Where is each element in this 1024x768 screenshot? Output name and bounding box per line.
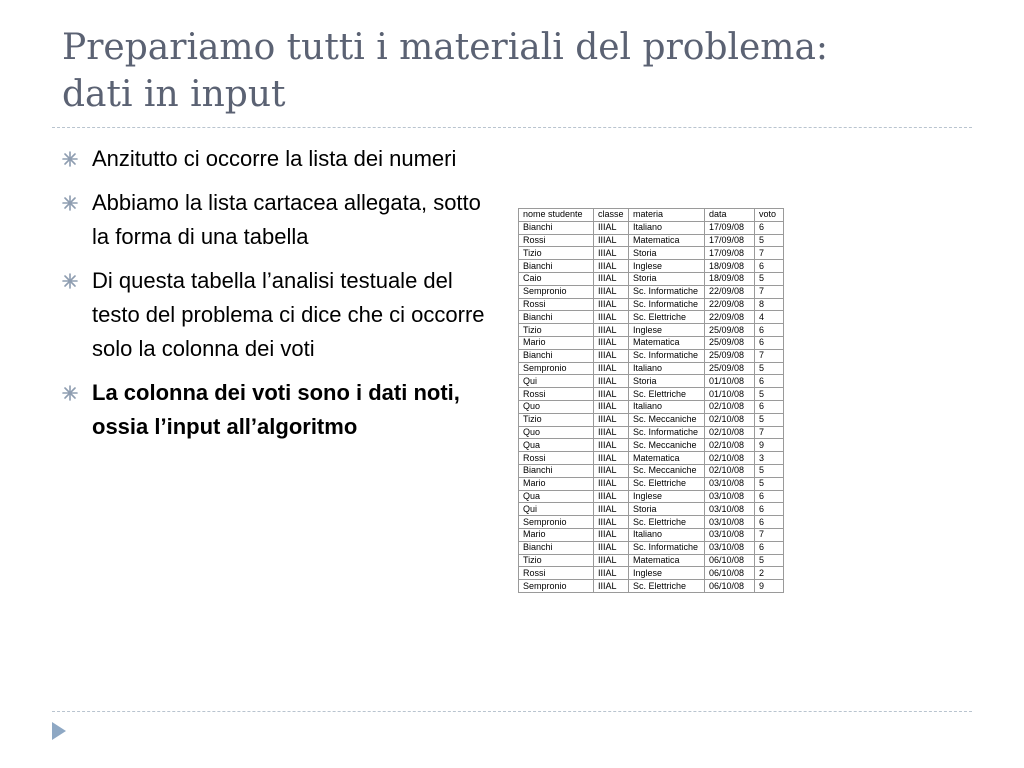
table-cell: Mario (519, 336, 594, 349)
table-cell: 9 (755, 439, 784, 452)
table-cell: Sempronio (519, 580, 594, 593)
table-cell: IIIAL (594, 234, 629, 247)
table-row (519, 260, 784, 273)
table-cell: IIIAL (594, 362, 629, 375)
top-divider (52, 127, 972, 128)
table-cell: 01/10/08 (705, 388, 755, 401)
table-cell: IIIAL (594, 247, 629, 260)
table-cell: IIIAL (594, 464, 629, 477)
table-cell: IIIAL (594, 426, 629, 439)
table-cell: 5 (755, 272, 784, 285)
table-cell: Qui (519, 375, 594, 388)
table-cell: 6 (755, 336, 784, 349)
table-row (519, 285, 784, 298)
table-cell: 17/09/08 (705, 247, 755, 260)
table-cell: IIIAL (594, 311, 629, 324)
bullet-text: Anzitutto ci occorre la lista dei numeri (92, 146, 457, 171)
table-cell: 03/10/08 (705, 477, 755, 490)
table-cell: IIIAL (594, 439, 629, 452)
table-cell: IIIAL (594, 413, 629, 426)
table-cell: 3 (755, 452, 784, 465)
table-cell: 03/10/08 (705, 541, 755, 554)
table-cell: Inglese (629, 567, 705, 580)
table-cell: 03/10/08 (705, 490, 755, 503)
table-cell: 02/10/08 (705, 400, 755, 413)
snowflake-bullet-icon (62, 385, 78, 401)
table-row (519, 503, 784, 516)
table-cell: Matematica (629, 452, 705, 465)
bottom-divider (52, 711, 972, 712)
table-cell: 17/09/08 (705, 221, 755, 234)
table-cell: Sc. Elettriche (629, 516, 705, 529)
table-cell: IIIAL (594, 298, 629, 311)
table-cell: Rossi (519, 298, 594, 311)
table-cell: 7 (755, 528, 784, 541)
table-cell: 18/09/08 (705, 260, 755, 273)
bullet-item (62, 264, 502, 366)
table-cell: 6 (755, 221, 784, 234)
table-cell: 7 (755, 247, 784, 260)
table-cell: 18/09/08 (705, 272, 755, 285)
table-cell: 03/10/08 (705, 528, 755, 541)
table-cell: Quo (519, 426, 594, 439)
table-cell: 5 (755, 554, 784, 567)
table-cell: 6 (755, 375, 784, 388)
table-cell: 03/10/08 (705, 516, 755, 529)
snowflake-bullet-icon (62, 151, 78, 167)
table-cell: 02/10/08 (705, 439, 755, 452)
table-row (519, 336, 784, 349)
table-cell: Qua (519, 439, 594, 452)
column-header: voto (755, 209, 784, 222)
table-cell: Sc. Elettriche (629, 311, 705, 324)
table-cell: 25/09/08 (705, 349, 755, 362)
table-cell: 02/10/08 (705, 426, 755, 439)
table-cell: Sc. Informatiche (629, 285, 705, 298)
table-cell: Tizio (519, 413, 594, 426)
table-cell: Qui (519, 503, 594, 516)
table-cell: Storia (629, 247, 705, 260)
table-cell: IIIAL (594, 554, 629, 567)
table-row (519, 413, 784, 426)
bullet-item (62, 186, 502, 254)
column-header: classe (594, 209, 629, 222)
table-cell: Sc. Informatiche (629, 349, 705, 362)
table-cell: Sc. Elettriche (629, 477, 705, 490)
bullet-text: Abbiamo la lista cartacea allegata, sotto la forma di una tabella (92, 190, 481, 249)
table-cell: IIIAL (594, 349, 629, 362)
table-cell: Matematica (629, 336, 705, 349)
table-row (519, 567, 784, 580)
table-row (519, 375, 784, 388)
table-cell: IIIAL (594, 528, 629, 541)
table-cell: Rossi (519, 388, 594, 401)
table-cell: Sempronio (519, 516, 594, 529)
table-cell: Caio (519, 272, 594, 285)
bullet-list (62, 142, 502, 454)
table-cell: Italiano (629, 528, 705, 541)
table-cell: Sc. Meccaniche (629, 439, 705, 452)
table-cell: 6 (755, 490, 784, 503)
table-row (519, 324, 784, 337)
table-cell: Sc. Informatiche (629, 426, 705, 439)
table-row (519, 541, 784, 554)
table-cell: Inglese (629, 490, 705, 503)
table-cell: Mario (519, 477, 594, 490)
table-cell: Sempronio (519, 285, 594, 298)
table-cell: Rossi (519, 452, 594, 465)
table-row (519, 234, 784, 247)
table-cell: IIIAL (594, 477, 629, 490)
slide-title-line-2: dati in input (62, 74, 286, 115)
table-cell: Bianchi (519, 349, 594, 362)
table-row (519, 221, 784, 234)
table-cell: IIIAL (594, 221, 629, 234)
table-cell: 5 (755, 464, 784, 477)
table-cell: Bianchi (519, 311, 594, 324)
table-row (519, 452, 784, 465)
table-cell: 02/10/08 (705, 413, 755, 426)
table-cell: Storia (629, 375, 705, 388)
table-cell: Sc. Meccaniche (629, 413, 705, 426)
bullet-text: La colonna dei voti sono i dati noti, ossia l’input all’algoritmo (92, 380, 460, 439)
table-cell: IIIAL (594, 285, 629, 298)
table-cell: 5 (755, 362, 784, 375)
table-cell: Bianchi (519, 221, 594, 234)
table-cell: Sc. Elettriche (629, 580, 705, 593)
table-cell: IIIAL (594, 375, 629, 388)
snowflake-bullet-icon (62, 273, 78, 289)
bullet-text: Di questa tabella l’analisi testuale del testo del problema ci dice che ci occorre solo la colonna dei voti (92, 268, 485, 361)
column-header: data (705, 209, 755, 222)
table-row (519, 477, 784, 490)
table-row (519, 362, 784, 375)
table-cell: Tizio (519, 554, 594, 567)
table-cell: 6 (755, 400, 784, 413)
table-cell: 5 (755, 413, 784, 426)
table-row (519, 349, 784, 362)
table-cell: 06/10/08 (705, 567, 755, 580)
table-cell: IIIAL (594, 541, 629, 554)
table-cell: Quo (519, 400, 594, 413)
table-row (519, 426, 784, 439)
table-cell: IIIAL (594, 580, 629, 593)
table-row (519, 464, 784, 477)
table-cell: 02/10/08 (705, 464, 755, 477)
table-cell: Rossi (519, 567, 594, 580)
table-cell: 7 (755, 426, 784, 439)
table-cell: Inglese (629, 324, 705, 337)
table-cell: Italiano (629, 221, 705, 234)
table-cell: Bianchi (519, 260, 594, 273)
table-row (519, 516, 784, 529)
table-cell: IIIAL (594, 260, 629, 273)
bullet-item-highlighted (62, 376, 502, 444)
table-row (519, 580, 784, 593)
table-cell: Storia (629, 503, 705, 516)
table-row (519, 298, 784, 311)
table-cell: IIIAL (594, 490, 629, 503)
table-cell: IIIAL (594, 452, 629, 465)
table-row (519, 247, 784, 260)
table-cell: 22/09/08 (705, 311, 755, 324)
table-cell: 06/10/08 (705, 580, 755, 593)
column-header: materia (629, 209, 705, 222)
table-cell: 6 (755, 516, 784, 529)
table-cell: 25/09/08 (705, 324, 755, 337)
table-cell: 17/09/08 (705, 234, 755, 247)
table-cell: Mario (519, 528, 594, 541)
table-cell: IIIAL (594, 567, 629, 580)
table-cell: 01/10/08 (705, 375, 755, 388)
grades-table (518, 208, 784, 593)
table-cell: 25/09/08 (705, 336, 755, 349)
table-cell: Matematica (629, 234, 705, 247)
snowflake-bullet-icon (62, 195, 78, 211)
column-header: nome studente (519, 209, 594, 222)
table-cell: Italiano (629, 362, 705, 375)
table-cell: 6 (755, 324, 784, 337)
table-cell: Tizio (519, 247, 594, 260)
table-cell: 22/09/08 (705, 285, 755, 298)
table-header-row (519, 209, 784, 222)
table-cell: 7 (755, 349, 784, 362)
table-cell: 9 (755, 580, 784, 593)
table-cell: Sempronio (519, 362, 594, 375)
table-cell: 5 (755, 234, 784, 247)
table-cell: IIIAL (594, 516, 629, 529)
table-cell: 02/10/08 (705, 452, 755, 465)
table-cell: Bianchi (519, 464, 594, 477)
table-cell: 8 (755, 298, 784, 311)
table-cell: Italiano (629, 400, 705, 413)
table-cell: Rossi (519, 234, 594, 247)
table-cell: IIIAL (594, 503, 629, 516)
table-cell: 22/09/08 (705, 298, 755, 311)
table-cell: Sc. Informatiche (629, 541, 705, 554)
table-cell: IIIAL (594, 388, 629, 401)
table-row (519, 311, 784, 324)
table-row (519, 439, 784, 452)
table-cell: 2 (755, 567, 784, 580)
table-cell: Sc. Informatiche (629, 298, 705, 311)
table-row (519, 272, 784, 285)
table-cell: 5 (755, 388, 784, 401)
table-cell: 4 (755, 311, 784, 324)
table-cell: 7 (755, 285, 784, 298)
table-cell: Storia (629, 272, 705, 285)
table-cell: Inglese (629, 260, 705, 273)
nav-arrow-icon (52, 722, 66, 740)
slide-title (62, 24, 962, 118)
table-cell: 25/09/08 (705, 362, 755, 375)
table-cell: IIIAL (594, 272, 629, 285)
table-cell: IIIAL (594, 400, 629, 413)
table-cell: Qua (519, 490, 594, 503)
table-cell: Sc. Elettriche (629, 388, 705, 401)
table-cell: 03/10/08 (705, 503, 755, 516)
table-row (519, 528, 784, 541)
slide-title-line-1: Prepariamo tutti i materiali del problema: (62, 27, 829, 68)
table-cell: 6 (755, 260, 784, 273)
table-row (519, 388, 784, 401)
table-cell: 06/10/08 (705, 554, 755, 567)
table-cell: Bianchi (519, 541, 594, 554)
table-cell: Matematica (629, 554, 705, 567)
table-row (519, 490, 784, 503)
table-cell: 5 (755, 477, 784, 490)
table-row (519, 400, 784, 413)
table-cell: 6 (755, 503, 784, 516)
table-cell: Tizio (519, 324, 594, 337)
table-cell: IIIAL (594, 336, 629, 349)
table-cell: 6 (755, 541, 784, 554)
bullet-item (62, 142, 502, 176)
table-body (519, 221, 784, 592)
table-cell: Sc. Meccaniche (629, 464, 705, 477)
table-row (519, 554, 784, 567)
table-cell: IIIAL (594, 324, 629, 337)
